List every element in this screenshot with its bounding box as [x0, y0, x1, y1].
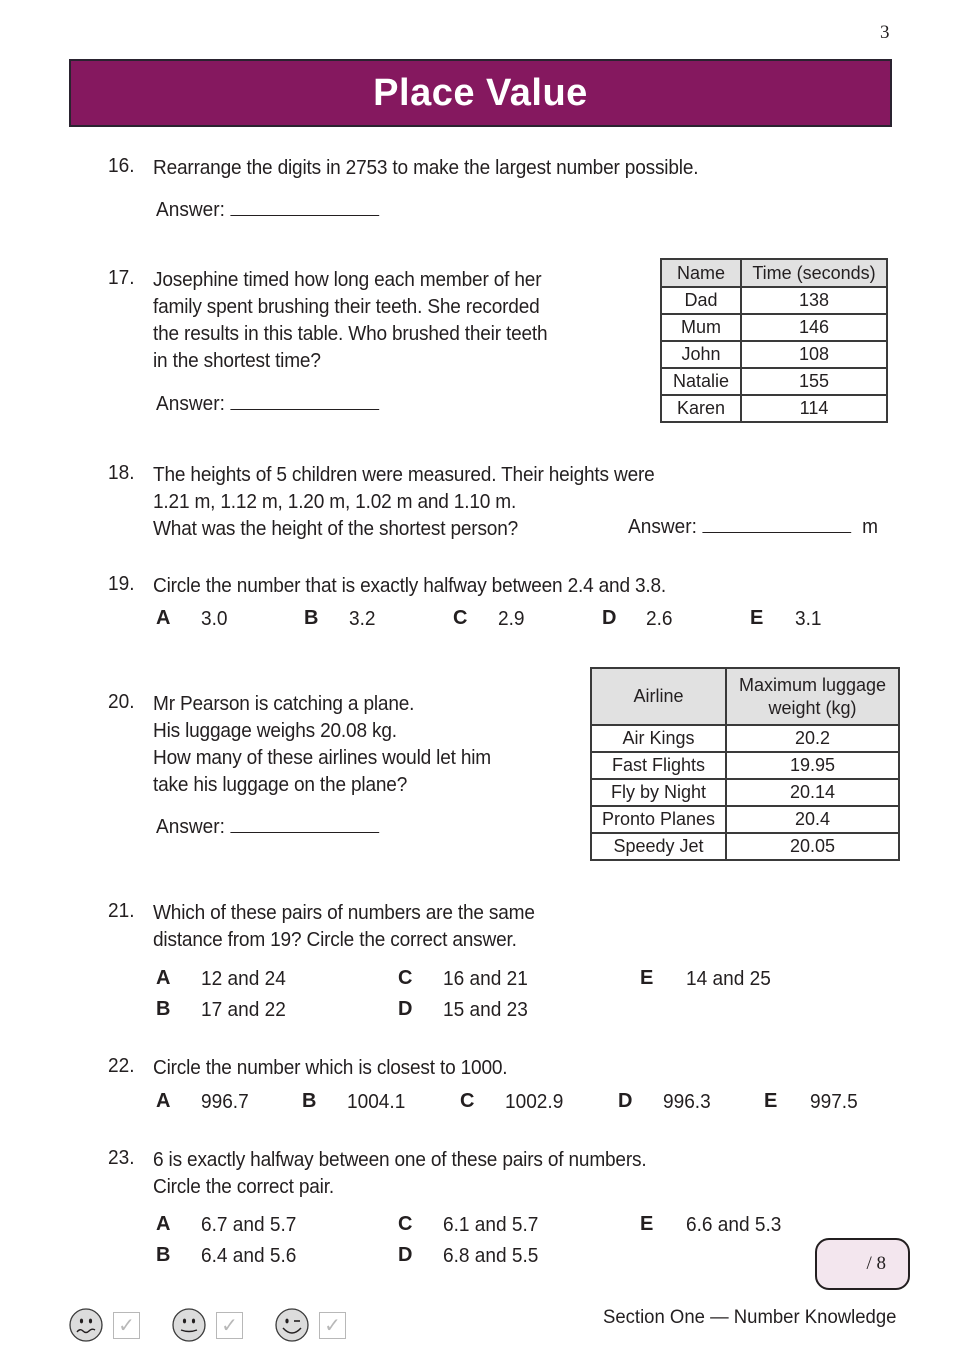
answer-label: Answer: — [156, 392, 225, 415]
table-row — [661, 314, 887, 341]
option-letter: D — [618, 1090, 633, 1112]
text-line: Circle the correct pair. — [153, 1175, 334, 1198]
option-value: 2.9 — [498, 607, 525, 630]
question-text: Circle the number which is closest to 1000. — [153, 1056, 508, 1079]
text-line: Which of these pairs of numbers are the same — [153, 901, 535, 924]
option-letter: C — [453, 607, 468, 629]
table-row — [661, 341, 887, 368]
option-value: 6.8 and 5.5 — [443, 1244, 539, 1267]
cell: Dad — [661, 287, 741, 314]
answer-label: Answer: — [628, 515, 697, 538]
answer-blank[interactable] — [230, 815, 379, 833]
text-line: the results in this table. Who brushed their teeth — [153, 322, 548, 345]
question-text — [153, 690, 491, 798]
page-title: Place Value — [373, 71, 588, 114]
header-line: Maximum luggage — [738, 674, 887, 695]
text-line: family spent brushing their teeth. She recorded — [153, 295, 540, 318]
option-value: 2.6 — [646, 607, 673, 630]
table-row — [591, 806, 899, 833]
cell: 20.4 — [726, 806, 899, 833]
option-letter: B — [156, 1244, 171, 1266]
answer-field[interactable] — [156, 198, 379, 222]
happy-checkbox[interactable]: ✓ — [319, 1312, 346, 1339]
option-value: 1004.1 — [347, 1090, 406, 1113]
option-value: 3.2 — [349, 607, 376, 630]
question-text — [153, 899, 535, 953]
cell: 108 — [741, 341, 887, 368]
table-row — [591, 752, 899, 779]
table-row — [661, 395, 887, 422]
section-footer: Section One — Number Knowledge — [603, 1306, 897, 1328]
option-letter: C — [398, 1213, 413, 1235]
option-letter: A — [156, 1090, 171, 1112]
table-row — [591, 833, 899, 860]
question-text — [153, 461, 655, 542]
option-letter: D — [602, 607, 617, 629]
answer-blank[interactable] — [230, 392, 379, 410]
brushing-times-table — [660, 258, 888, 423]
header-line: weight (kg) — [768, 697, 857, 718]
option-letter: D — [398, 998, 413, 1020]
text-line: Josephine timed how long each member of her — [153, 268, 542, 291]
question-number: 20. — [108, 690, 135, 713]
cell: 146 — [741, 314, 887, 341]
text-line: take his luggage on the plane? — [153, 773, 408, 796]
answer-field[interactable] — [628, 515, 878, 539]
option-value: 12 and 24 — [201, 967, 286, 990]
answer-field[interactable] — [156, 815, 379, 839]
text-line: distance from 19? Circle the correct answer. — [153, 928, 517, 951]
option-letter: A — [156, 967, 171, 989]
neutral-face-icon — [172, 1308, 206, 1342]
option-letter: E — [750, 607, 764, 629]
option-letter: C — [460, 1090, 475, 1112]
option-value: 3.0 — [201, 607, 228, 630]
cell: Natalie — [661, 368, 741, 395]
option-letter: B — [156, 998, 171, 1020]
option-letter: A — [156, 1213, 171, 1235]
text-line: What was the height of the shortest person? — [153, 517, 519, 540]
answer-label: Answer: — [156, 815, 225, 838]
column-header: Name — [661, 259, 741, 287]
option-letter: C — [398, 967, 413, 989]
question-text: Rearrange the digits in 2753 to make the largest number possible. — [153, 156, 699, 179]
unit-label: m — [862, 515, 879, 538]
option-value: 14 and 25 — [686, 967, 771, 990]
sad-face-icon — [69, 1308, 103, 1342]
cell: John — [661, 341, 741, 368]
table-row — [591, 779, 899, 806]
cell: Karen — [661, 395, 741, 422]
option-value: 6.4 and 5.6 — [201, 1244, 297, 1267]
option-value: 997.5 — [810, 1090, 858, 1113]
option-letter: E — [640, 967, 654, 989]
option-letter: E — [640, 1213, 654, 1235]
cell: 155 — [741, 368, 887, 395]
question-number: 18. — [108, 461, 135, 484]
sad-checkbox[interactable]: ✓ — [113, 1312, 140, 1339]
option-letter: B — [302, 1090, 317, 1112]
option-value: 996.7 — [201, 1090, 249, 1113]
text-line: How many of these airlines would let him — [153, 746, 492, 769]
question-number: 21. — [108, 899, 135, 922]
cell: Fly by Night — [591, 779, 726, 806]
cell: 19.95 — [726, 752, 899, 779]
column-header: Airline — [591, 668, 726, 725]
question-number: 22. — [108, 1054, 135, 1077]
cell: Air Kings — [591, 725, 726, 752]
cell: 20.2 — [726, 725, 899, 752]
question-text: Circle the number that is exactly halfway between 2.4 and 3.8. — [153, 574, 667, 597]
answer-blank[interactable] — [230, 198, 379, 216]
table-row — [661, 368, 887, 395]
option-value: 16 and 21 — [443, 967, 528, 990]
cell: 20.14 — [726, 779, 899, 806]
cell: 138 — [741, 287, 887, 314]
answer-field[interactable] — [156, 392, 379, 416]
cell: Speedy Jet — [591, 833, 726, 860]
table-row — [591, 725, 899, 752]
column-header: Time (seconds) — [741, 259, 887, 287]
option-value: 15 and 23 — [443, 998, 528, 1021]
question-text — [153, 266, 547, 374]
neutral-checkbox[interactable]: ✓ — [216, 1312, 243, 1339]
option-value: 6.1 and 5.7 — [443, 1213, 539, 1236]
option-value: 3.1 — [795, 607, 822, 630]
cell: Mum — [661, 314, 741, 341]
cell: 20.05 — [726, 833, 899, 860]
airline-luggage-table — [590, 667, 900, 861]
text-line: His luggage weighs 20.08 kg. — [153, 719, 397, 742]
winking-face-icon — [275, 1308, 309, 1342]
text-line: The heights of 5 children were measured. Their heights were — [153, 463, 655, 486]
option-letter: A — [156, 607, 171, 629]
option-value: 6.7 and 5.7 — [201, 1213, 297, 1236]
question-number: 19. — [108, 572, 135, 595]
cell: Fast Flights — [591, 752, 726, 779]
question-number: 16. — [108, 154, 135, 177]
option-letter: D — [398, 1244, 413, 1266]
question-text — [153, 1146, 646, 1200]
option-value: 1002.9 — [505, 1090, 564, 1113]
text-line: 6 is exactly halfway between one of these pairs of numbers. — [153, 1148, 647, 1171]
score-label: / 8 — [866, 1253, 886, 1274]
option-letter: B — [304, 607, 319, 629]
text-line: 1.21 m, 1.12 m, 1.20 m, 1.02 m and 1.10 m. — [153, 490, 517, 513]
option-letter: E — [764, 1090, 778, 1112]
page-number: 3 — [880, 22, 890, 43]
question-number: 23. — [108, 1146, 135, 1169]
option-value: 996.3 — [663, 1090, 711, 1113]
answer-blank[interactable] — [702, 515, 851, 533]
column-header — [726, 668, 899, 725]
cell: Pronto Planes — [591, 806, 726, 833]
score-box[interactable] — [815, 1238, 910, 1290]
cell: 114 — [741, 395, 887, 422]
text-line: Mr Pearson is catching a plane. — [153, 692, 415, 715]
option-value: 17 and 22 — [201, 998, 286, 1021]
option-value: 6.6 and 5.3 — [686, 1213, 782, 1236]
answer-label: Answer: — [156, 198, 225, 221]
question-number: 17. — [108, 266, 135, 289]
table-row — [661, 287, 887, 314]
text-line: in the shortest time? — [153, 349, 321, 372]
page-title-banner — [69, 59, 892, 127]
